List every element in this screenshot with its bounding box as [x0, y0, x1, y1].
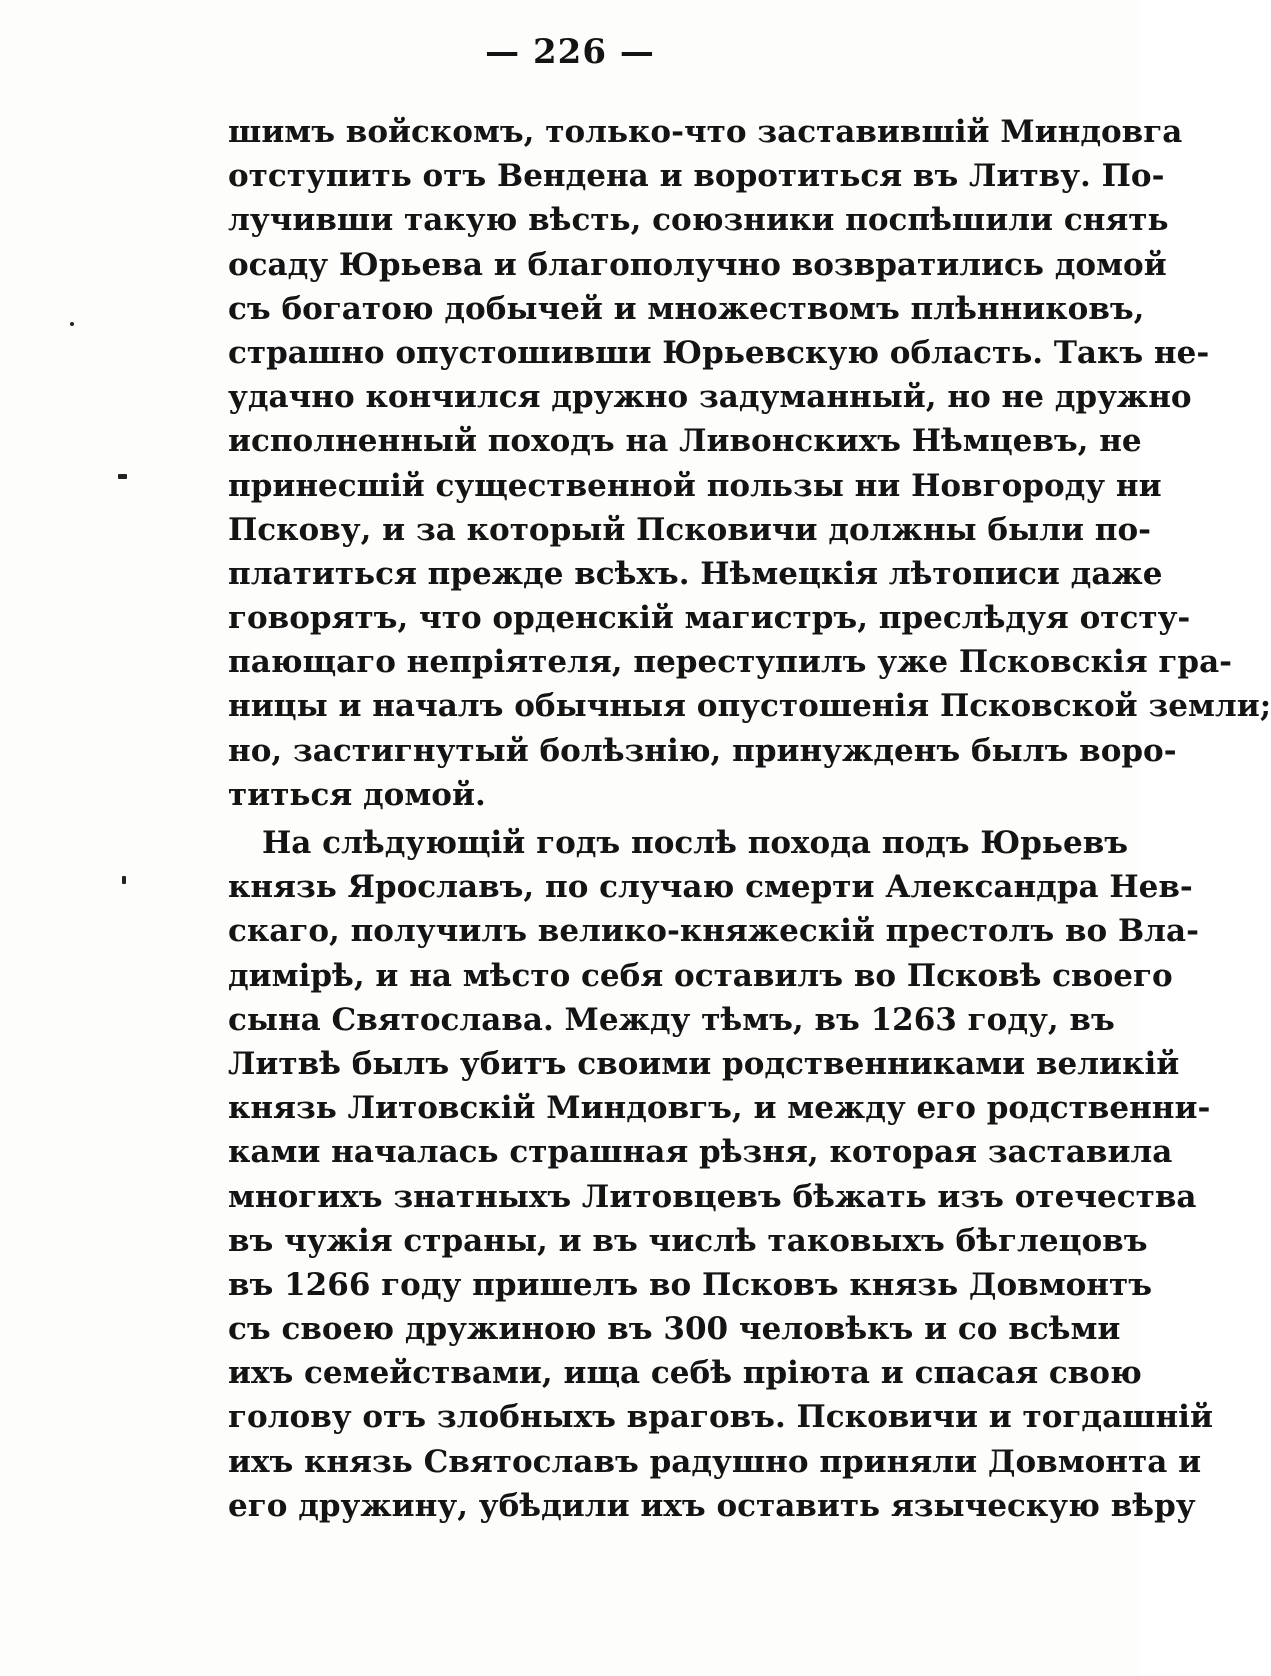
text-line: платиться прежде всѣхъ. Нѣмецкія лѣтописи даже — [228, 555, 1163, 592]
scan-speck — [122, 876, 126, 884]
text-line: шимъ войскомъ, только-что заставившій Миндовга — [228, 114, 1183, 150]
text-line: лучивши такую вѣсть, союзники поспѣшили снять — [228, 202, 1169, 239]
text-line: сына Святослава. Между тѣмъ, въ 1263 году, въ — [228, 1001, 1115, 1038]
text-line: исполненный походъ на Ливонскихъ Нѣмцевъ, не — [228, 423, 1142, 460]
text-line: его дружину, убѣдили ихъ оставить языческую вѣру — [228, 1487, 1196, 1524]
text-line: димірѣ, и на мѣсто себя оставилъ во Псковѣ своего — [228, 957, 1173, 994]
scan-speck — [70, 322, 74, 326]
paragraph-1 — [228, 110, 1271, 817]
text-line: князь Литовскій Миндовгъ, и между его родственни- — [228, 1090, 1211, 1127]
text-line: но, застигнутый болѣзнію, принужденъ былъ воро- — [228, 732, 1177, 769]
text-line: въ 1266 году пришелъ во Псковъ князь Довмонтъ — [228, 1266, 1152, 1303]
text-line: ницы и началъ обычныя опустошенія Псковской земли; — [228, 688, 1271, 725]
text-line: многихъ знатныхъ Литовцевъ бѣжать изъ отечества — [228, 1178, 1197, 1215]
text-line: Литвѣ былъ убитъ своими родственниками великій — [228, 1045, 1180, 1082]
text-line: голову отъ злобныхъ враговъ. Псковичи и тогдашній — [228, 1399, 1213, 1436]
text-line: князь Ярославъ, по случаю смерти Александра Нев- — [228, 869, 1193, 906]
text-line: скаго, получилъ велико-княжескій престолъ во Вла- — [228, 913, 1199, 950]
text-line: удачно кончился дружно задуманный, но не дружно — [228, 379, 1192, 416]
scan-speck — [118, 474, 127, 479]
body-text — [228, 110, 1271, 1528]
text-line: титься домой. — [228, 776, 486, 813]
text-line: съ своею дружиною въ 300 человѣкъ и со всѣми — [228, 1311, 1121, 1348]
text-line: осаду Юрьева и благополучно возвратились домой — [228, 246, 1167, 283]
text-line: На слѣдующій годъ послѣ похода подъ Юрьевъ — [262, 825, 1129, 861]
text-line: страшно опустошивши Юрьевскую область. Такъ не- — [228, 334, 1210, 371]
page-number: — 226 — — [485, 32, 655, 72]
text-line: отступить отъ Вендена и воротиться въ Литву. По- — [228, 158, 1165, 195]
text-line: въ чужія страны, и въ числѣ таковыхъ бѣглецовъ — [228, 1222, 1148, 1259]
text-line: принесшій существенной пользы ни Новгороду ни — [228, 467, 1162, 504]
text-line: ихъ семействами, ища себѣ пріюта и спасая свою — [228, 1355, 1142, 1392]
text-line: говорятъ, что орденскій магистръ, преслѣдуя отсту- — [228, 600, 1191, 637]
text-line: пающаго непріятеля, переступилъ уже Псковскія гра- — [228, 644, 1233, 681]
text-line: ихъ князь Святославъ радушно приняли Довмонта и — [228, 1443, 1202, 1480]
paragraph-2 — [228, 821, 1213, 1528]
text-line: ками началась страшная рѣзня, которая заставила — [228, 1134, 1173, 1171]
text-line: съ богатою добычей и множествомъ плѣнниковъ, — [228, 290, 1145, 327]
text-line: Пскову, и за который Псковичи должны были по- — [228, 511, 1152, 548]
